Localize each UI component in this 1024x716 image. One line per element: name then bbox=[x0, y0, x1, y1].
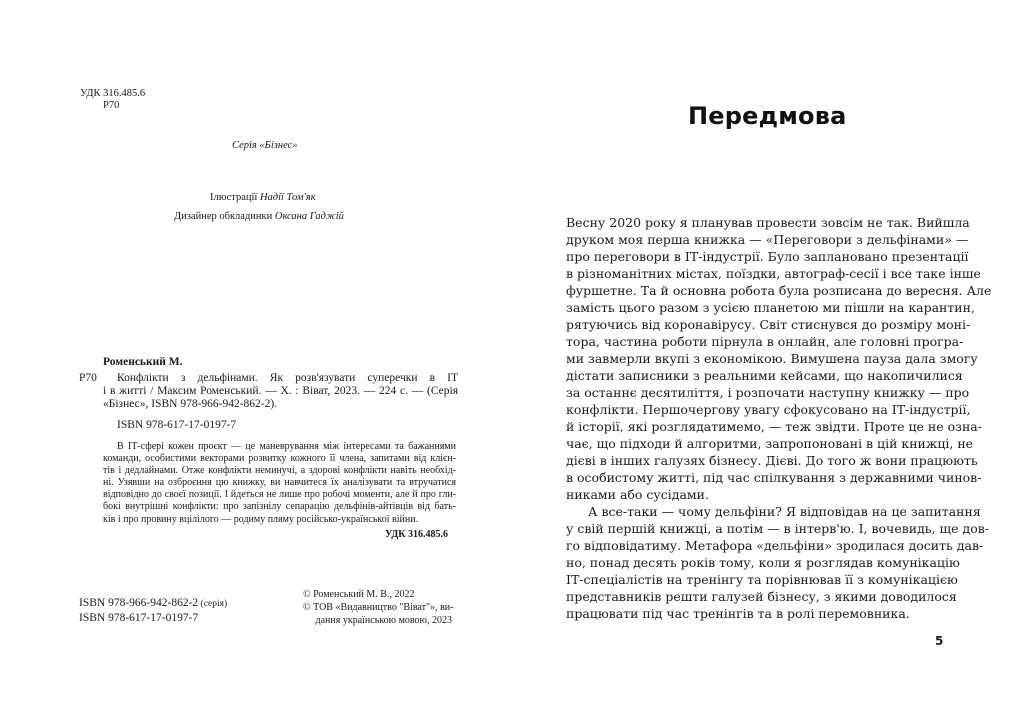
text-line: дієві в інших галузях бізнесу. Дієві. До того ж вони працюють bbox=[566, 453, 978, 468]
text-line: ми завмерли вкупі з економікою. Вимушена пауза дала змогу bbox=[566, 351, 978, 366]
author-heading: Роменський М. bbox=[103, 356, 183, 368]
annotation-line: В ІТ-сфері кожен проєкт — це маневрування між інтересами та бажаннями bbox=[117, 441, 456, 452]
udk-top: УДК 316.485.6 bbox=[80, 88, 146, 99]
udk-bottom: УДК 316.485.6 bbox=[385, 529, 448, 540]
text-line: рятуючись від коронавірусу. Світ стиснувся до розміру моні- bbox=[566, 317, 971, 332]
text-line: чає, що підходи й алгоритми, запропоновані в цій книжці, не bbox=[566, 436, 974, 451]
text-line: дістати записники з реальними кейсами, що накопичилися bbox=[566, 368, 963, 383]
illustrations-credit bbox=[210, 192, 316, 204]
text-line: за останнє десятиліття, і розпочати наступну книжку — про bbox=[566, 385, 970, 400]
copyright-line: © ТОВ «Видавництво "Віват"», ви- bbox=[303, 602, 454, 613]
catalog-code: Р70 bbox=[79, 372, 97, 384]
illustrations-name: Надії Том'як bbox=[259, 192, 316, 203]
text-line: в особистому житті, під час спілкування з державними чинов- bbox=[566, 470, 982, 485]
annotation-line: ні. Узявши на озброєння цю книжку, ви навчитеся їх аналізувати та втручатися bbox=[103, 477, 456, 489]
preface-paragraph-1 bbox=[566, 214, 992, 503]
isbn-series bbox=[79, 597, 227, 611]
biblio-line: «Бізнес», ISBN 978-966-942-862-2). bbox=[103, 398, 278, 410]
bibliographic-description bbox=[103, 372, 458, 411]
annotation-line: відповідно до своєї позиції. І йдеться не лише про робочі моменти, але й про гли- bbox=[103, 489, 456, 501]
annotation bbox=[103, 441, 456, 526]
text-line: працювати під час тренінгів та в ролі перемовника. bbox=[566, 606, 910, 621]
copyright-line: дання українською мовою, 2023 bbox=[303, 615, 453, 626]
biblio-line: Конфлікти з дельфінами. Як розв'язувати суперечки в ІТ bbox=[117, 372, 458, 384]
text-line: но, понад десять років тому, коли я розглядав комунікацію bbox=[566, 555, 960, 570]
annotation-line: ків і про провину вцілілого — родиму пляму російсько-української війни. bbox=[103, 513, 419, 525]
annotation-line: команди, особистими векторами розвитку кожного її члена, запитами від клієн- bbox=[103, 453, 456, 465]
text-line: конфлікти. Першочергову увагу сфокусовано на ІТ-індустрії, bbox=[566, 402, 971, 417]
isbn-book: ISBN 978-617-17-0197-7 bbox=[79, 612, 199, 624]
cover-designer-name: Оксана Гаджій bbox=[274, 211, 344, 222]
text-line: про переговори в ІТ-індустрії. Було заплановано презентації bbox=[566, 249, 969, 264]
isbn-line: ISBN 978-617-17-0197-7 bbox=[117, 419, 237, 431]
text-line: го відповідатиму. Метафора «дельфіни» зродилася досить дав- bbox=[566, 538, 984, 553]
annotation-line: тів і дедлайнами. Отже конфлікти неминучі, а здорові конфлікти навіть необхід- bbox=[103, 465, 456, 477]
text-line: Весну 2020 року я планував провести зовсім не так. Вийшла bbox=[566, 215, 970, 230]
page-number: 5 bbox=[935, 634, 944, 648]
text-line: у свій першій книжці, а потім — в інтерв'ю. І, вочевидь, ще дов- bbox=[566, 521, 990, 536]
text-line: замість цього разом з усією планетою ми пішли на карантин, bbox=[566, 300, 975, 315]
text-line: й історії, які розглядатимемо, — теж звідти. Проте це не озна- bbox=[566, 419, 982, 434]
text-line: никами або сусідами. bbox=[566, 487, 709, 502]
chapter-title: Передмова bbox=[688, 102, 847, 130]
copyright-line: © Роменський М. В., 2022 bbox=[303, 589, 415, 600]
copyright-block bbox=[303, 588, 453, 627]
text-line: фуршетне. Та й основна робота була розписана до вересня. Але bbox=[566, 283, 992, 298]
illustrations-label: Ілюстрації bbox=[210, 192, 260, 203]
annotation-line: бокі внутрішні конфлікти: про запізнілу сепарацію дельфінів-айтівців від бать- bbox=[103, 501, 456, 513]
isbn-series-number: ISBN 978-966-942-862-2 bbox=[79, 597, 199, 609]
text-line: А все-таки — чому дельфіни? Я відповідав на це запитання bbox=[588, 504, 981, 519]
biblio-line: і в житті / Максим Роменський. — Х. : Віват, 2023. — 224 с. — (Серія bbox=[103, 385, 458, 397]
catalog-code-top: Р70 bbox=[103, 100, 120, 111]
cover-designer-credit bbox=[174, 211, 344, 223]
preface-paragraph-2 bbox=[566, 503, 990, 622]
text-line: ІТ-спеціалістів на тренінгу та порівнював її з комунікацією bbox=[566, 572, 958, 587]
series-label: Серія «Бізнес» bbox=[232, 140, 298, 151]
cover-designer-label: Дизайнер обкладинки bbox=[174, 211, 275, 222]
text-line: представників решти галузей бізнесу, з якими доводилося bbox=[566, 589, 957, 604]
text-line: в різноманітних містах, поїздки, автограф-сесії і все таке інше bbox=[566, 266, 981, 281]
isbn-series-note: (серія) bbox=[198, 599, 228, 609]
text-line: тора, частина роботи пірнула в онлайн, але головні програ- bbox=[566, 334, 964, 349]
text-line: друком моя перша книжка — «Переговори з дельфінами» — bbox=[566, 232, 969, 247]
